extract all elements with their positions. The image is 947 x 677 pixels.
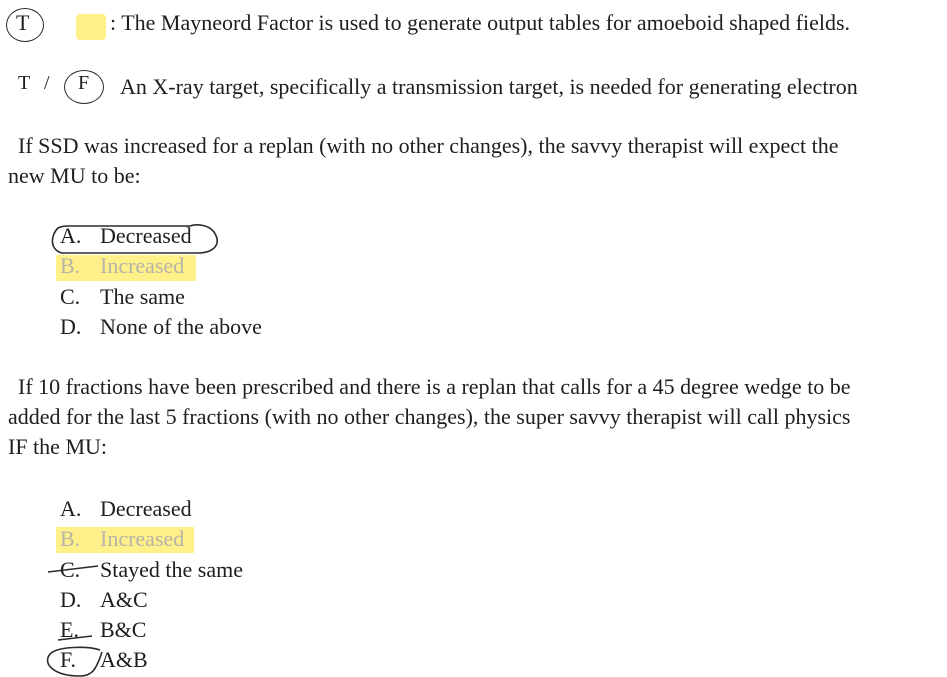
q2-option-b xyxy=(60,524,184,554)
question-1-line-2: new MU to be: xyxy=(8,163,141,188)
question-2-stem xyxy=(8,372,947,462)
question-1-line-1: If SSD was increased for a replan (with no other changes), the savvy therapist will expect the xyxy=(18,133,839,158)
option-letter: A. xyxy=(60,496,82,521)
tf-false-label: F xyxy=(78,72,90,94)
q1-option-c xyxy=(60,282,185,312)
tf-statement-1: : The Mayneord Factor is used to generate output tables for amoeboid shaped fields. xyxy=(110,10,851,35)
option-letter: A. xyxy=(60,223,82,248)
option-letter: E. xyxy=(60,617,79,642)
option-letter: F. xyxy=(60,647,76,672)
option-text: A&C xyxy=(100,587,148,612)
q2-option-c xyxy=(60,555,243,585)
option-text: Decreased xyxy=(100,223,192,248)
question-2-line-3: IF the MU: xyxy=(8,434,107,459)
q1-option-b xyxy=(60,251,184,281)
option-text: B&C xyxy=(100,617,147,642)
q2-option-a xyxy=(60,494,192,524)
highlighted-answer-mark xyxy=(76,14,106,40)
tf-item-2 xyxy=(0,70,947,104)
option-text: The same xyxy=(100,284,185,309)
tf-statement-2: An X-ray target, specifically a transmission target, is needed for generating electron xyxy=(120,74,858,99)
q1-option-d xyxy=(60,312,262,342)
tf-slash: / xyxy=(44,72,50,94)
tf-true-label: T xyxy=(18,72,31,94)
q1-option-a xyxy=(60,221,192,251)
option-text: Increased xyxy=(100,253,185,278)
q2-option-f xyxy=(60,645,148,675)
question-1-stem xyxy=(8,131,947,191)
tf-true-label: T xyxy=(16,10,30,35)
option-text: None of the above xyxy=(100,314,262,339)
option-text: Increased xyxy=(100,526,185,551)
option-letter: C. xyxy=(60,284,81,309)
option-letter: C. xyxy=(60,557,81,582)
option-text: Stayed the same xyxy=(100,557,243,582)
option-text: Decreased xyxy=(100,496,192,521)
question-2-line-1: If 10 fractions have been prescribed and there is a replan that calls for a 45 degree wedge to be xyxy=(18,374,851,399)
option-letter: B. xyxy=(60,253,81,278)
option-text: A&B xyxy=(100,647,148,672)
option-letter: D. xyxy=(60,587,82,612)
option-letter: B. xyxy=(60,526,81,551)
q2-option-d xyxy=(60,585,148,615)
option-letter: D. xyxy=(60,314,82,339)
q2-option-e xyxy=(60,615,146,645)
question-2-line-2: added for the last 5 fractions (with no other changes), the super savvy therapist will call physics xyxy=(8,404,851,429)
tf-item-1 xyxy=(0,6,947,40)
